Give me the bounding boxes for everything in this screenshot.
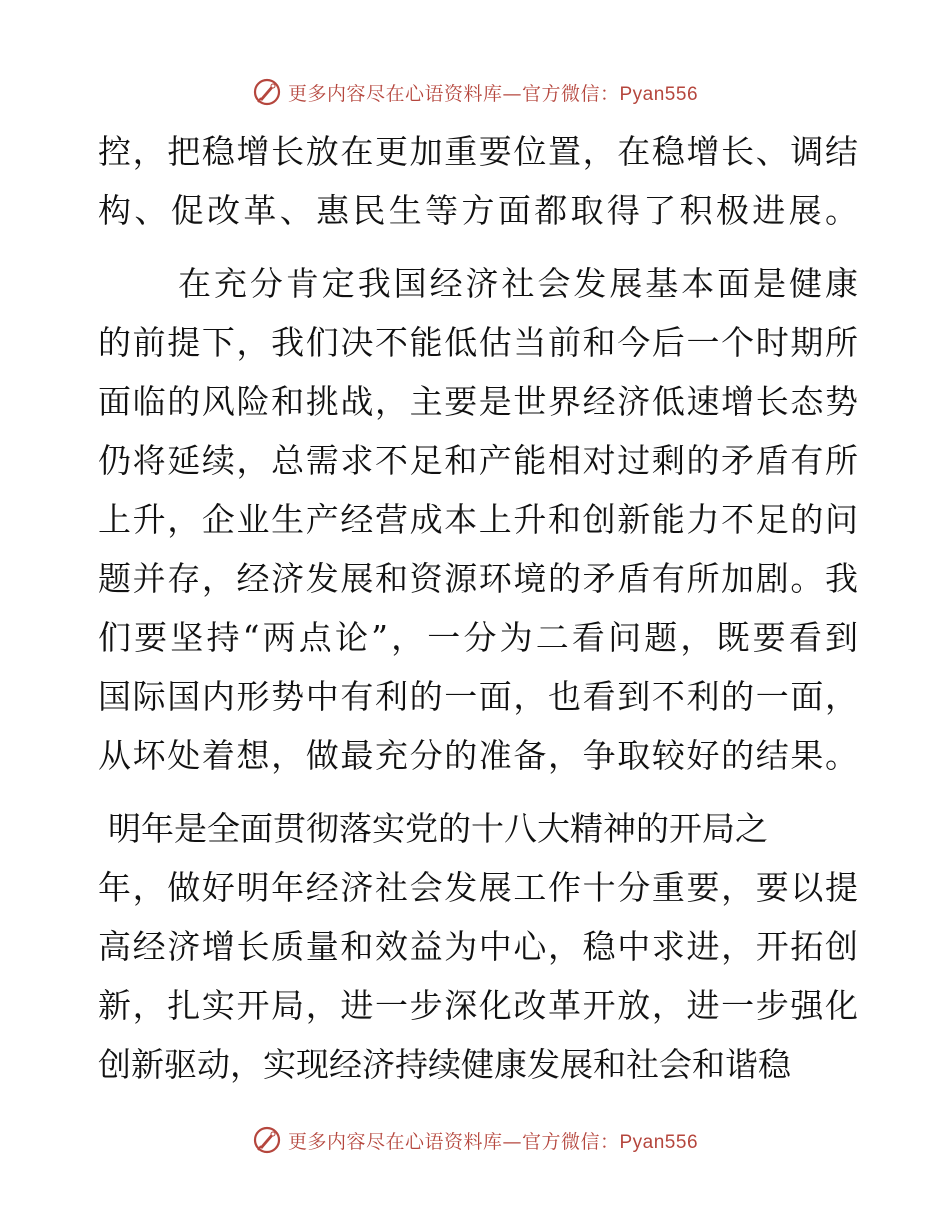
text-line: 控，把稳增长放在更加重要位置，在稳增长、调结 [98, 132, 858, 171]
text-line: 面临的风险和挑战，主要是世界经济低速增长态势 [98, 382, 858, 421]
paragraph-1 [98, 122, 858, 240]
text-line: 的前提下，我们决不能低估当前和今后一个时期所 [98, 323, 858, 362]
header-watermark-banner [0, 72, 950, 112]
text-line: 新，扎实开局，进一步深化改革开放，进一步强化 [98, 986, 858, 1025]
footer-watermark-banner [0, 1120, 950, 1160]
paragraph-3 [98, 799, 858, 1094]
text-line: 创新驱动，实现经济持续健康发展和社会和谐稳 [98, 1045, 791, 1084]
quill-logo-icon [252, 1125, 282, 1155]
text-line: 们要坚持“两点论”，一分为二看问题，既要看到 [98, 618, 858, 657]
text-line: 在充分肯定我国经济社会发展基本面是健康 [178, 264, 858, 303]
header-watermark-text: 更多内容尽在心语资料库—官方微信：Pyan556 [287, 82, 699, 105]
text-line: 上升，企业生产经营成本上升和创新能力不足的问 [98, 500, 858, 539]
quill-logo-icon [252, 77, 282, 107]
paragraph-spacer [98, 240, 858, 254]
text-line: 构、促改革、惠民生等方面都取得了积极进展。 [98, 191, 858, 230]
footer-wechat-id: Pyan556 [619, 1131, 699, 1153]
text-line: 高经济增长质量和效益为中心，稳中求进，开拓创 [98, 927, 858, 966]
text-line: 题并存，经济发展和资源环境的矛盾有所加剧。我 [98, 559, 858, 598]
text-line: 明年是全面贯彻落实党的十八大精神的开局之 [108, 809, 768, 848]
footer-watermark-text: 更多内容尽在心语资料库—官方微信：Pyan556 [287, 1130, 699, 1153]
text-line: 年，做好明年经济社会发展工作十分重要，要以提 [98, 868, 858, 907]
paragraph-spacer [98, 785, 858, 799]
text-line: 仍将延续，总需求不足和产能相对过剩的矛盾有所 [98, 441, 858, 480]
paragraph-2 [98, 254, 858, 785]
document-body [98, 122, 858, 1094]
text-line: 国际国内形势中有利的一面，也看到不利的一面， [98, 677, 858, 716]
header-wechat-id: Pyan556 [619, 83, 699, 105]
text-line: 从坏处着想，做最充分的准备，争取较好的结果。 [98, 736, 858, 775]
